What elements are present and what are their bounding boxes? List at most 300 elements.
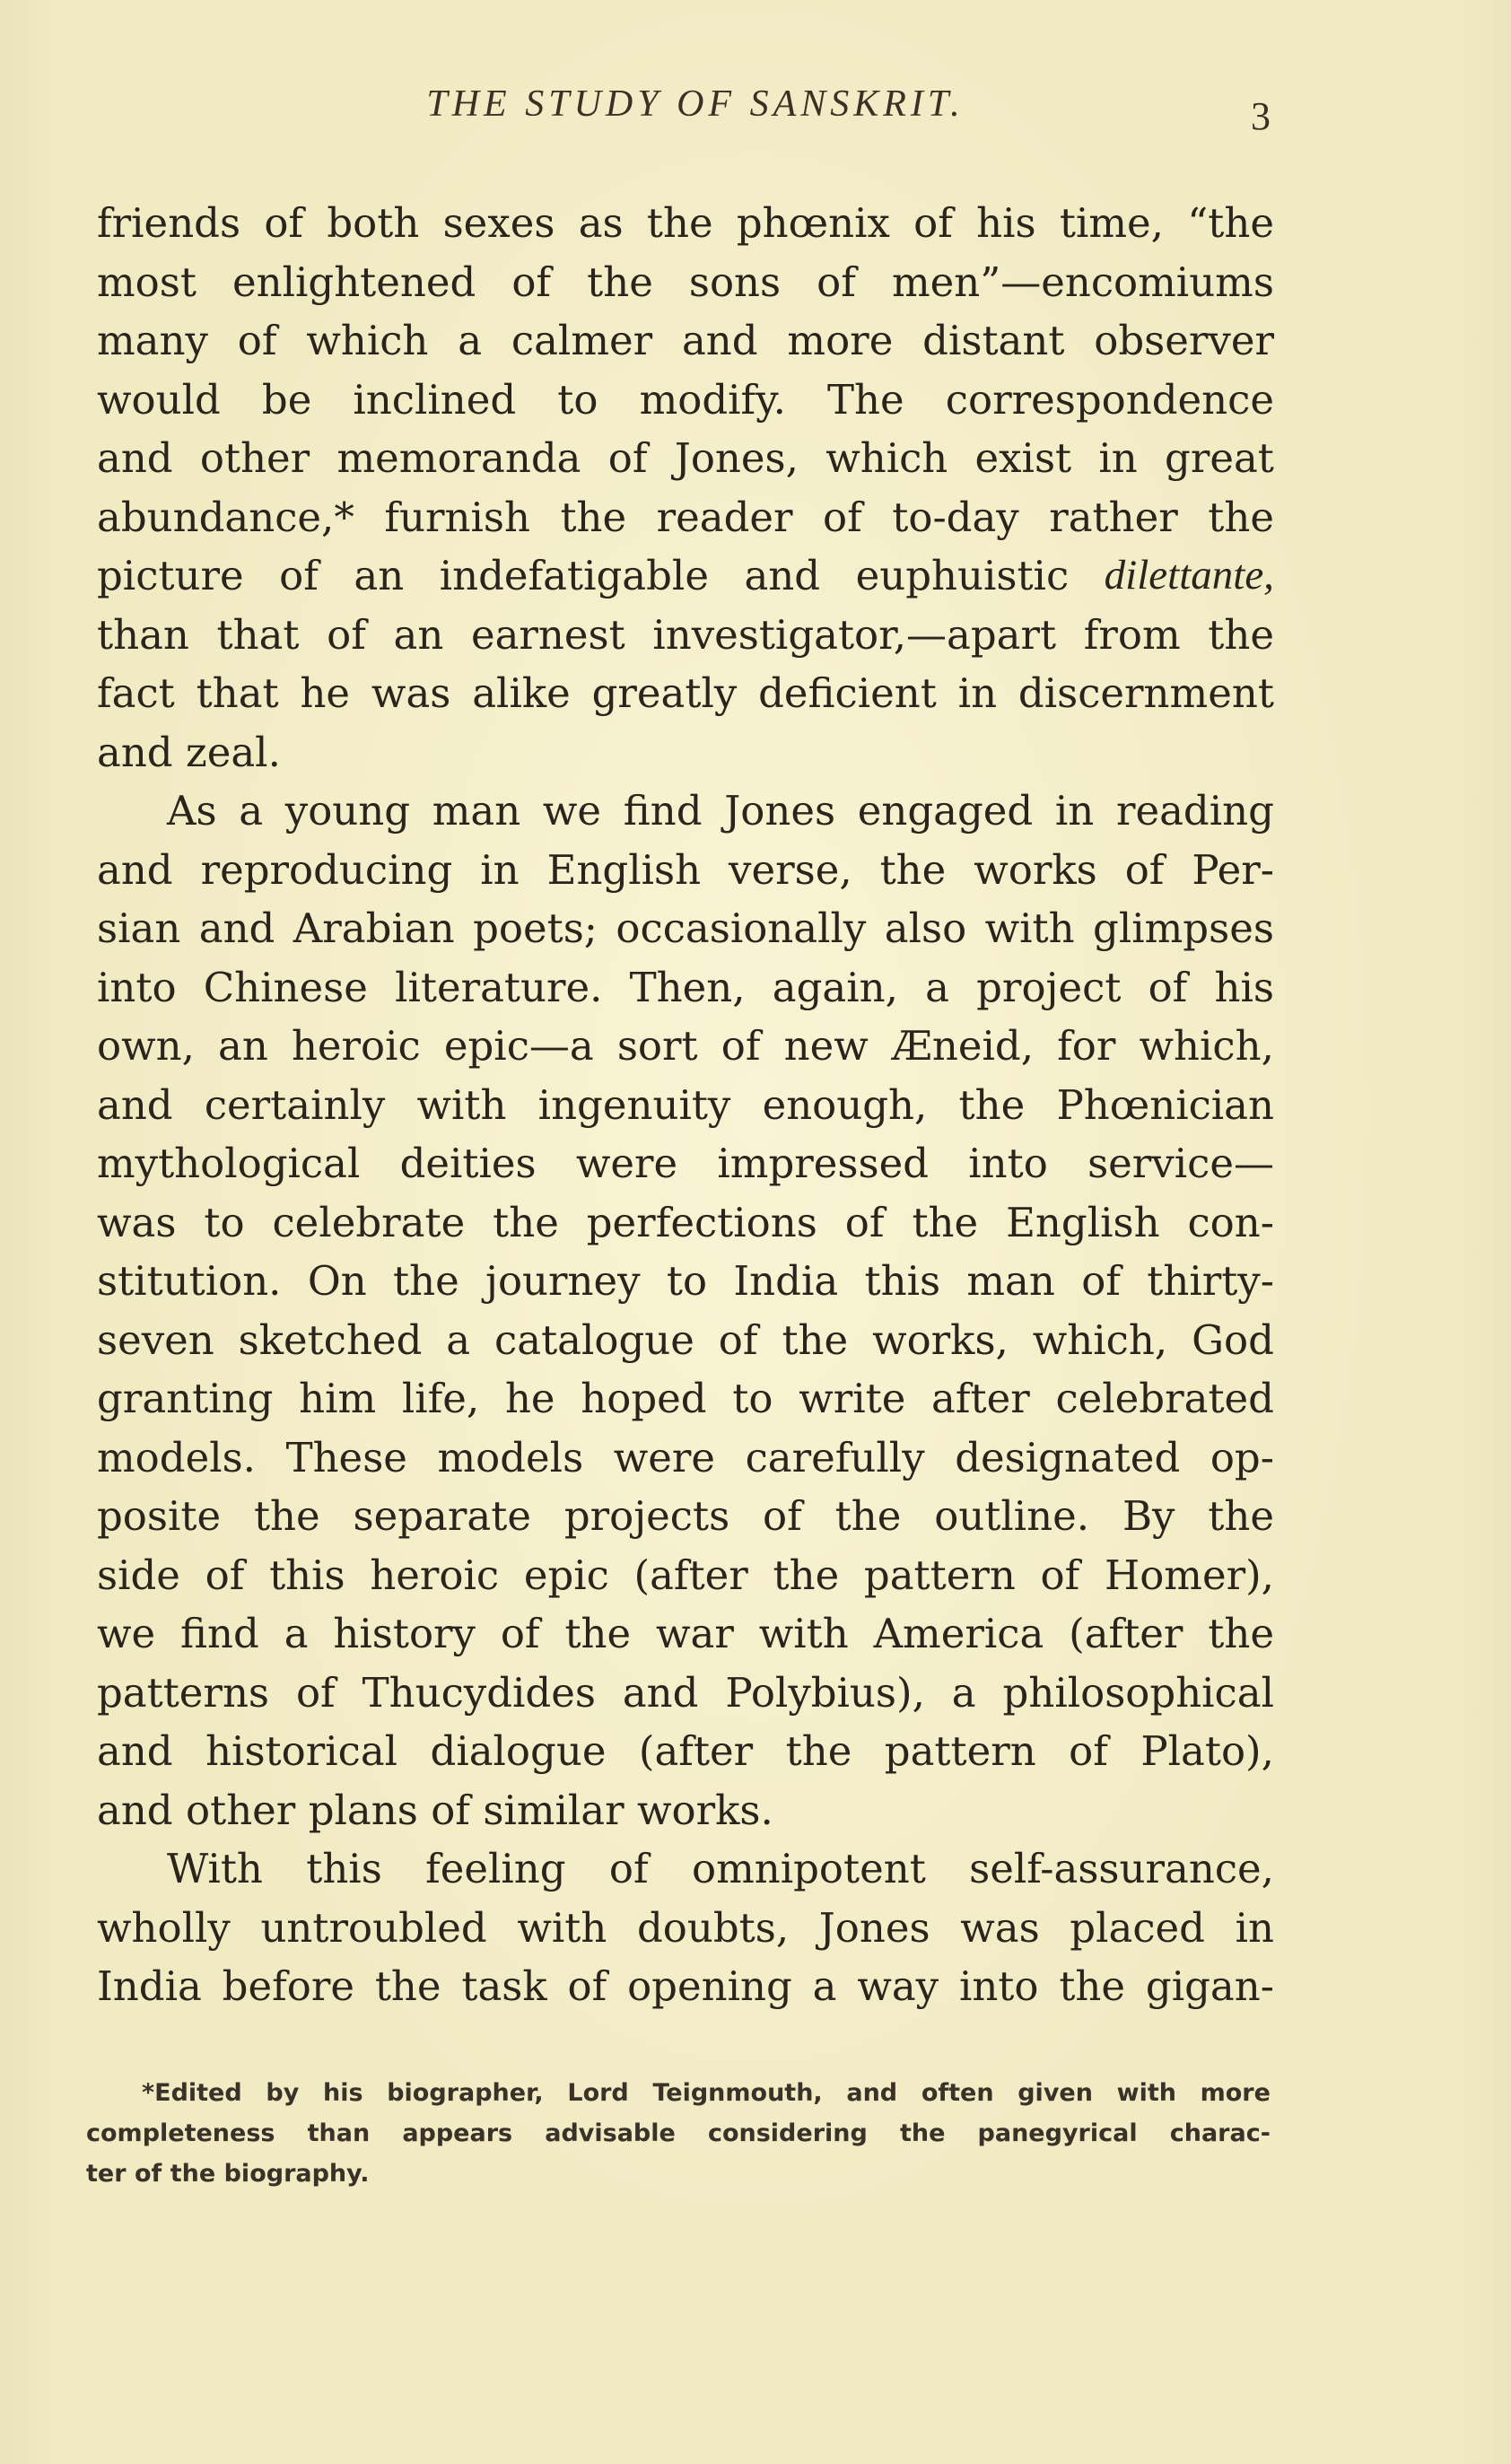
word: plans	[308, 1786, 418, 1834]
word: the	[493, 1198, 559, 1246]
word: which,	[1032, 1315, 1168, 1364]
page-number: 3	[1251, 94, 1271, 138]
word: great	[1165, 434, 1274, 482]
word: patterns	[97, 1668, 270, 1717]
word: of	[1124, 845, 1165, 894]
word: epic	[523, 1551, 609, 1599]
word: fact	[97, 669, 175, 717]
word: self-assurance,	[969, 1845, 1274, 1892]
word: he	[504, 1375, 555, 1422]
word: and	[97, 1786, 173, 1834]
word: memoranda	[336, 434, 581, 482]
word: Plato),	[1140, 1727, 1274, 1775]
word: models.	[97, 1433, 256, 1481]
word: epic—a	[443, 1022, 594, 1070]
word: a	[446, 1315, 471, 1364]
word: with	[758, 1610, 849, 1657]
word: journey	[485, 1257, 641, 1305]
word: Æneid,	[891, 1022, 1035, 1070]
word: “the	[1187, 199, 1274, 247]
text-line	[97, 1134, 1274, 1193]
word: a	[284, 1610, 309, 1657]
word: completeness	[86, 2119, 275, 2147]
word: Chinese	[203, 963, 368, 1011]
text-line	[97, 546, 1274, 606]
word: his	[976, 199, 1036, 247]
word: opening	[627, 1962, 792, 2010]
word: glimpses	[1093, 904, 1274, 952]
word: before	[222, 1962, 354, 2010]
word: from	[1083, 610, 1181, 659]
word: the	[374, 1962, 441, 2010]
text-line	[97, 1899, 1274, 1958]
word: Arabian	[293, 904, 455, 952]
word: the	[879, 845, 947, 894]
word: with	[416, 1080, 507, 1129]
word: that	[216, 610, 300, 659]
text-line	[97, 1193, 1274, 1253]
word: sons	[688, 258, 782, 306]
text-line	[97, 371, 1274, 430]
word: (after	[1069, 1610, 1183, 1657]
word: The	[827, 375, 904, 424]
word: than	[97, 610, 189, 659]
word: of	[1040, 1551, 1080, 1599]
word: posite	[97, 1492, 222, 1540]
word: picture	[97, 552, 244, 599]
word: his	[1214, 963, 1274, 1011]
word: also	[884, 904, 967, 952]
word: was	[960, 1903, 1040, 1952]
word: pattern	[884, 1727, 1036, 1775]
word: often	[921, 2079, 994, 2107]
word: than	[307, 2119, 371, 2147]
word: would	[97, 375, 221, 424]
text-line	[97, 1487, 1274, 1546]
word: On	[307, 1257, 367, 1305]
word: of	[608, 1845, 649, 1892]
word: historical	[205, 1727, 398, 1775]
text-line	[97, 1546, 1274, 1605]
word: man	[966, 1257, 1055, 1305]
word: carefully	[745, 1433, 925, 1481]
word: stitution.	[97, 1257, 282, 1305]
word: both	[327, 199, 420, 247]
word: of	[500, 1610, 540, 1657]
word: These	[285, 1433, 407, 1481]
word: the	[1208, 493, 1274, 541]
text-line	[97, 1957, 1274, 2016]
word: new	[783, 1022, 869, 1070]
word: which	[306, 317, 429, 364]
word: time,	[1059, 199, 1164, 247]
word: and	[97, 845, 173, 894]
word: *Edited	[142, 2079, 242, 2107]
word: With	[167, 1845, 263, 1892]
word: of	[237, 317, 277, 364]
word: an	[393, 610, 444, 659]
word: calmer	[511, 317, 653, 364]
word: he	[300, 669, 351, 717]
word: side	[97, 1551, 180, 1599]
word: projects	[563, 1492, 730, 1540]
word: discernment	[1018, 669, 1274, 717]
word: alike	[472, 669, 571, 717]
word: feeling	[425, 1845, 566, 1892]
word: of	[817, 258, 856, 306]
word: ter	[86, 2160, 127, 2188]
word: Homer),	[1104, 1551, 1274, 1599]
word: men”—encomiums	[891, 258, 1274, 306]
word: by	[266, 2079, 300, 2107]
word: distant	[922, 317, 1065, 364]
word: works	[974, 845, 1097, 894]
word: of	[718, 1315, 758, 1364]
word: inclined	[353, 375, 517, 424]
word: own,	[97, 1022, 195, 1070]
word: to	[557, 375, 598, 424]
text-line	[97, 1252, 1274, 1311]
word: occasionally	[616, 904, 867, 952]
text-line	[97, 1781, 1274, 1840]
word: the	[958, 1080, 1026, 1129]
word: of	[205, 1551, 245, 1599]
word: again,	[772, 963, 898, 1011]
word: works,	[872, 1315, 1009, 1364]
word: of	[1148, 963, 1188, 1011]
word: of	[823, 493, 862, 541]
word: heroic	[291, 1022, 421, 1070]
word: and	[681, 317, 758, 364]
text-line	[97, 664, 1274, 723]
word: and	[97, 1727, 173, 1775]
word: after	[931, 1375, 1030, 1422]
word: of	[431, 1786, 470, 1834]
word: the	[170, 2160, 216, 2188]
footnote-line	[86, 2154, 1271, 2194]
word: verse,	[729, 845, 852, 894]
word: indefatigable	[439, 552, 709, 599]
word: pattern	[863, 1551, 1016, 1599]
word: advisable	[545, 2119, 676, 2147]
word: most	[97, 258, 197, 306]
word: and	[744, 552, 821, 599]
word: of	[279, 552, 319, 599]
word: and	[622, 1668, 699, 1717]
word: to	[666, 1257, 708, 1305]
word: of	[134, 2160, 162, 2188]
word: which	[825, 434, 948, 482]
word: and	[846, 2079, 898, 2107]
word: designated	[955, 1433, 1181, 1481]
word: similar	[483, 1786, 624, 1834]
word: for	[1057, 1022, 1116, 1070]
word: impressed	[717, 1140, 930, 1187]
word: English	[1006, 1198, 1160, 1246]
word: this	[269, 1551, 345, 1599]
text-line	[97, 1839, 1274, 1899]
word: of	[763, 1492, 802, 1540]
word: this	[864, 1257, 941, 1305]
word: investigator,—apart	[652, 610, 1057, 659]
word: reproducing	[200, 845, 453, 894]
word: exist	[974, 434, 1072, 482]
text-line	[97, 311, 1274, 371]
word: other	[186, 1786, 296, 1834]
word: engaged	[857, 787, 1034, 834]
word: God	[1192, 1315, 1274, 1364]
word: into	[97, 963, 177, 1011]
word: the	[587, 258, 653, 306]
word: with	[984, 904, 1075, 952]
word: works.	[637, 1786, 773, 1834]
text-line	[97, 1604, 1274, 1664]
word: into	[958, 1962, 1039, 2010]
word: of	[721, 1022, 761, 1070]
word: the	[834, 1492, 902, 1540]
footnote	[86, 2073, 1271, 2194]
word: appears	[402, 2119, 513, 2147]
word: of	[913, 199, 953, 247]
word: in	[1054, 787, 1095, 834]
word: was	[371, 669, 451, 717]
word: him	[299, 1375, 377, 1422]
word: perfections	[586, 1198, 817, 1246]
word: the	[646, 199, 713, 247]
word: thirty-	[1147, 1257, 1274, 1305]
word: biography.	[223, 2160, 370, 2188]
word: write	[799, 1375, 906, 1422]
text-line	[97, 1664, 1274, 1723]
word: considering	[707, 2119, 868, 2147]
word: and	[97, 434, 173, 482]
word: of	[1069, 1727, 1108, 1775]
word: mythological	[97, 1140, 361, 1187]
text-line	[97, 1722, 1274, 1781]
word: of	[511, 258, 552, 306]
text-line	[97, 958, 1274, 1018]
word: find	[180, 1610, 259, 1657]
word: a	[812, 1962, 837, 2010]
word: reader	[656, 493, 793, 541]
word: an	[354, 552, 405, 599]
text-line	[97, 782, 1274, 841]
word: rather	[1049, 493, 1178, 541]
word: and	[97, 728, 173, 776]
word: sketched	[238, 1315, 423, 1364]
italic-word: dilettante,	[1104, 552, 1274, 599]
text-line	[97, 1311, 1274, 1370]
word: into	[968, 1140, 1048, 1187]
word: friends	[97, 199, 241, 247]
word: sort	[616, 1022, 698, 1070]
word: enough,	[762, 1080, 928, 1129]
word: Lord	[567, 2079, 629, 2107]
word: to	[204, 1198, 245, 1246]
word: poets;	[473, 904, 598, 952]
word: a	[239, 787, 264, 834]
word: the	[785, 1727, 852, 1775]
word: euphuistic	[855, 552, 1070, 599]
word: con-	[1187, 1198, 1274, 1246]
text-line	[97, 1017, 1274, 1076]
word: other	[199, 434, 310, 482]
word: and	[198, 904, 275, 952]
text-line	[97, 606, 1274, 665]
word: was	[97, 1198, 177, 1246]
word: as	[578, 199, 624, 247]
word: his	[322, 2079, 363, 2107]
text-line	[97, 488, 1274, 547]
word: Teignmouth,	[652, 2079, 823, 2107]
word: panegyrical	[977, 2119, 1138, 2147]
word: man	[432, 787, 521, 834]
word: which,	[1139, 1022, 1274, 1070]
word: reading	[1115, 787, 1274, 834]
word: celebrated	[1055, 1375, 1274, 1422]
word: ingenuity	[537, 1080, 731, 1129]
word: and	[97, 1080, 173, 1129]
text-line	[97, 194, 1274, 253]
word: English	[546, 845, 702, 894]
word: in	[1098, 434, 1138, 482]
word: Jones,	[674, 434, 799, 482]
text-line	[97, 723, 1274, 782]
word: Thucydides	[362, 1668, 596, 1717]
word: the	[1208, 1492, 1274, 1540]
word: charac-	[1169, 2119, 1271, 2147]
running-head: THE STUDY OF SANSKRIT.	[426, 83, 965, 125]
word: service—	[1087, 1140, 1274, 1187]
word: Then,	[629, 963, 746, 1011]
word: the	[899, 2119, 946, 2147]
word: (after	[638, 1727, 754, 1775]
word: more	[787, 317, 894, 364]
word: find	[623, 787, 703, 834]
word: deities	[399, 1140, 537, 1187]
word: Per-	[1192, 845, 1274, 894]
text-line	[97, 841, 1274, 900]
word: heroic	[370, 1551, 500, 1599]
word: Jones	[724, 787, 836, 834]
text-line	[97, 429, 1274, 488]
footnote-line	[86, 2113, 1271, 2154]
word: America	[873, 1610, 1044, 1657]
word: the	[1208, 1610, 1274, 1657]
word: wholly	[97, 1903, 231, 1952]
word: granting	[97, 1375, 274, 1422]
word: life,	[401, 1375, 480, 1422]
word: enlightened	[231, 258, 476, 306]
body-text	[97, 194, 1274, 2016]
word: the	[253, 1492, 320, 1540]
word: placed	[1070, 1903, 1205, 1952]
word: India	[97, 1962, 202, 2010]
word: to	[732, 1375, 773, 1422]
word: sian	[97, 904, 181, 952]
word: omnipotent	[691, 1845, 926, 1892]
word: Jones	[818, 1903, 930, 1952]
word: the	[564, 1610, 632, 1657]
text-line	[97, 253, 1274, 312]
word: many	[97, 317, 208, 364]
text-line	[97, 1076, 1274, 1135]
word: of	[567, 1962, 607, 2010]
word: earnest	[470, 610, 625, 659]
word: dialogue	[430, 1727, 607, 1775]
word: were	[613, 1433, 716, 1481]
word: a	[925, 963, 949, 1011]
word: Polybius),	[725, 1668, 925, 1717]
text-line	[97, 1369, 1274, 1429]
word: separate	[353, 1492, 531, 1540]
word: a	[458, 317, 483, 364]
word: By	[1122, 1492, 1175, 1540]
word: the	[1059, 1962, 1126, 2010]
word: the	[773, 1551, 840, 1599]
word: more	[1200, 2079, 1271, 2107]
text-line	[97, 1429, 1274, 1488]
word: catalogue	[494, 1315, 694, 1364]
word: seven	[97, 1315, 214, 1364]
word: doubts,	[636, 1903, 790, 1952]
word: the	[1208, 610, 1274, 659]
word: abundance,*	[97, 493, 354, 541]
word: (after	[633, 1551, 748, 1599]
word: zeal.	[186, 728, 281, 776]
word: history	[333, 1610, 476, 1657]
word: we	[542, 787, 602, 834]
word: were	[575, 1140, 678, 1187]
word: with	[517, 1903, 607, 1952]
word: with	[1116, 2079, 1176, 2107]
word: of	[264, 199, 304, 247]
word: the	[560, 493, 627, 541]
word: gigan-	[1145, 1962, 1274, 2010]
word: sexes	[442, 199, 555, 247]
word: the	[782, 1315, 849, 1364]
word: the	[393, 1257, 459, 1305]
word: biographer,	[387, 2079, 544, 2107]
word: this	[306, 1845, 382, 1892]
word: modify.	[639, 375, 786, 424]
word: of	[844, 1198, 885, 1246]
word: op-	[1210, 1433, 1274, 1481]
word: Phœnician	[1056, 1080, 1274, 1129]
word: in	[1235, 1903, 1274, 1952]
word: in	[480, 845, 520, 894]
word: an	[218, 1022, 268, 1070]
word: models	[437, 1433, 584, 1481]
word: celebrate	[272, 1198, 466, 1246]
word: correspondence	[945, 375, 1274, 424]
footnote-line	[86, 2073, 1271, 2113]
word: of	[1081, 1257, 1121, 1305]
word: of	[327, 610, 366, 659]
word: furnish	[384, 493, 530, 541]
text-line	[97, 899, 1274, 958]
word: outline.	[934, 1492, 1090, 1540]
word: phœnix	[736, 199, 890, 247]
word: untroubled	[260, 1903, 487, 1952]
word: greatly	[591, 669, 738, 717]
word: way	[857, 1962, 939, 2010]
word: deficient	[758, 669, 937, 717]
word: observer	[1094, 317, 1274, 364]
word: in	[957, 669, 998, 717]
word: we	[97, 1610, 156, 1657]
word: given	[1018, 2079, 1093, 2107]
